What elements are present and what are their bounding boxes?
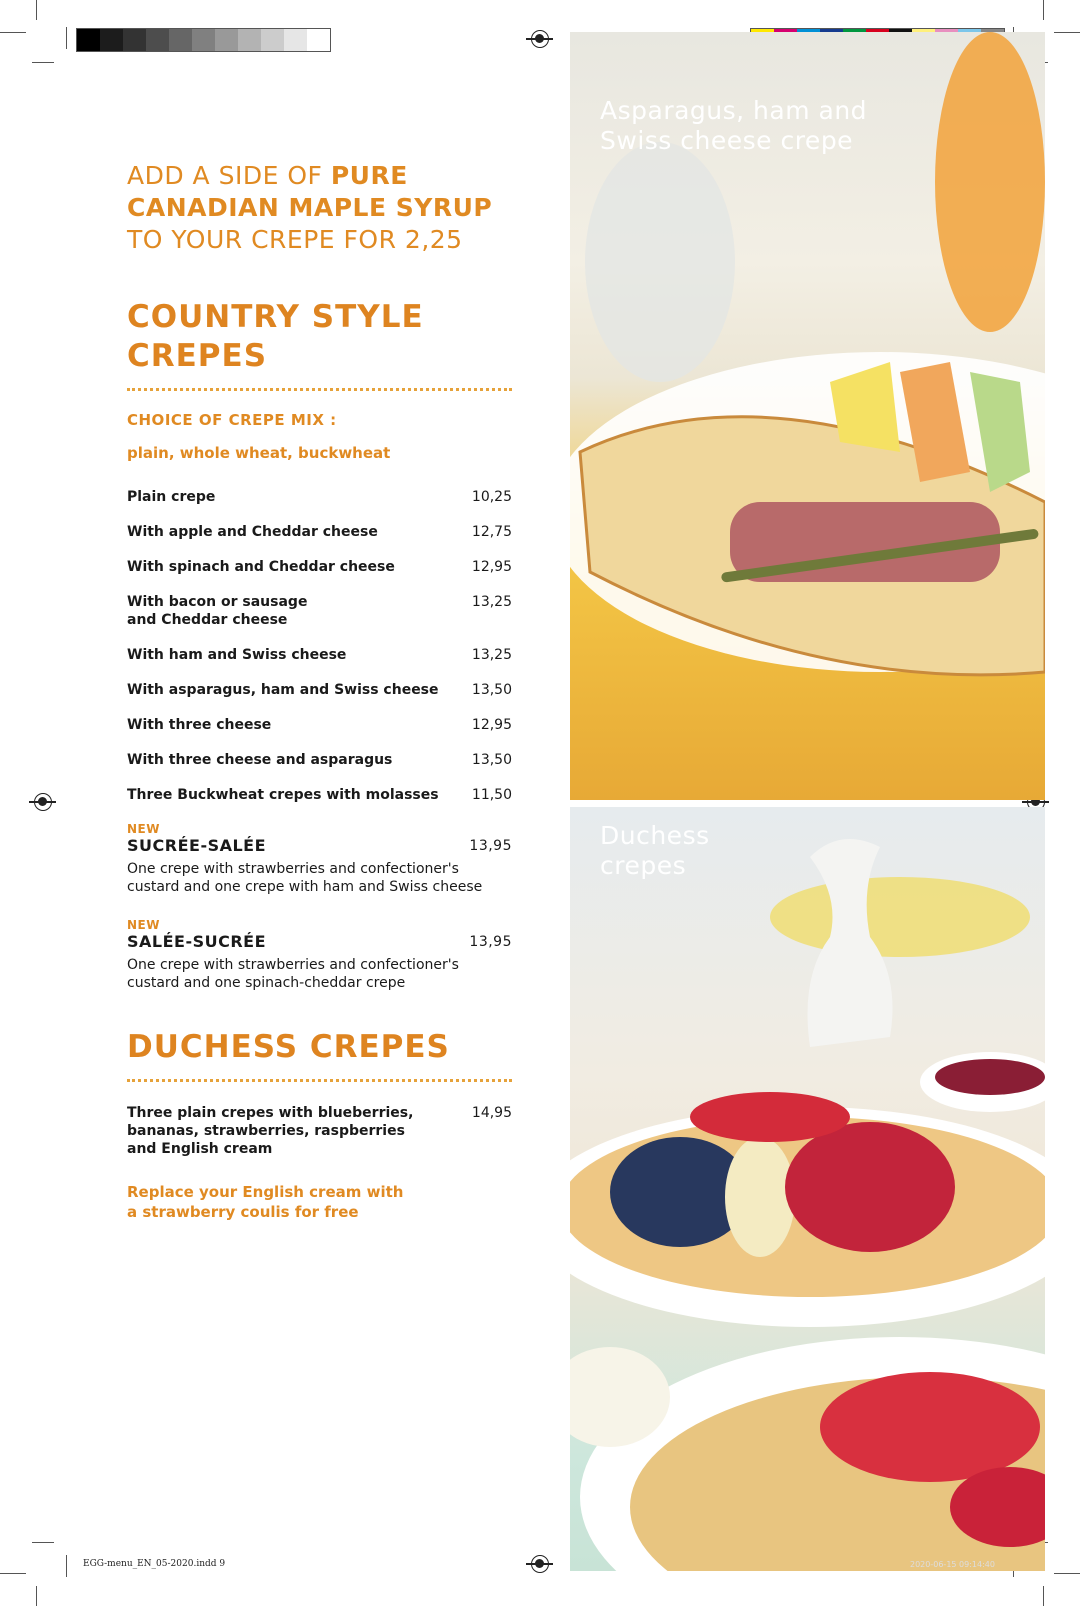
crop-mark: [66, 27, 67, 49]
maple-syrup-promo: [127, 160, 512, 256]
crop-mark: [66, 1555, 67, 1577]
crop-mark: [36, 0, 37, 20]
item-price: 12,95: [471, 559, 512, 575]
promo-light-text: TO YOUR CREPE FOR 2,25: [127, 225, 463, 254]
item-name: With three cheese: [127, 717, 272, 733]
item-price: 14,95: [471, 1105, 512, 1121]
special-description: One crepe with strawberries and confectioner's custard and one crepe with ham and Swiss cheese: [127, 861, 483, 895]
registration-mark-icon: [531, 30, 549, 48]
special-item-salee-sucree: [127, 918, 512, 992]
color-swatch: [192, 29, 215, 51]
menu-item: [127, 786, 512, 804]
menu-item: [127, 523, 512, 541]
menu-item: [127, 646, 512, 664]
special-item-sucree-salee: [127, 822, 512, 896]
color-swatch: [307, 29, 330, 51]
menu-item: [127, 716, 512, 734]
registration-mark-icon: [531, 1555, 549, 1573]
item-price: 12,95: [471, 717, 512, 733]
crop-mark: [0, 1573, 26, 1574]
crop-mark: [1043, 1586, 1044, 1606]
special-name: SALÉE-SUCRÉE: [127, 932, 267, 951]
item-price: 10,25: [471, 489, 512, 505]
color-swatch: [169, 29, 192, 51]
item-name: With bacon or sausage and Cheddar cheese: [127, 594, 308, 628]
item-price: 13,50: [471, 752, 512, 768]
color-swatch: [146, 29, 169, 51]
crop-mark: [0, 32, 26, 33]
item-name: Three Buckwheat crepes with molasses: [127, 787, 439, 803]
file-slug: EGG-menu_EN_05-2020.indd 9: [83, 1559, 226, 1569]
grayscale-color-bar: [76, 28, 331, 52]
photo-caption: Asparagus, ham and Swiss cheese crepe: [600, 96, 868, 155]
color-swatch: [284, 29, 307, 51]
promo-light-text: ADD A SIDE OF: [127, 161, 331, 190]
menu-item: [127, 488, 512, 506]
new-badge: NEW: [127, 822, 160, 836]
menu-item: [127, 593, 512, 629]
item-name: Three plain crepes with blueberries, bananas, strawberries, raspberries and English cream: [127, 1105, 414, 1157]
item-name: With asparagus, ham and Swiss cheese: [127, 682, 439, 698]
special-description: One crepe with strawberries and confectioner's custard and one spinach-cheddar crepe: [127, 957, 459, 991]
crop-mark: [32, 62, 54, 63]
item-name: With three cheese and asparagus: [127, 752, 393, 768]
coulis-note: Replace your English cream with a strawberry coulis for free: [127, 1183, 404, 1221]
item-price: 13,50: [471, 682, 512, 698]
menu-item: [127, 558, 512, 576]
crepe-item-list: [127, 488, 512, 804]
item-name: With apple and Cheddar cheese: [127, 524, 378, 540]
item-price: 13,95: [469, 934, 512, 950]
item-price: 13,95: [469, 838, 512, 854]
item-name: With spinach and Cheddar cheese: [127, 559, 395, 575]
registration-mark-icon: [34, 793, 52, 811]
menu-column: [127, 160, 512, 1222]
color-swatch: [77, 29, 100, 51]
duchess-crepes-title: DUCHESS CREPES: [127, 1029, 450, 1065]
promo-bold-text: CANADIAN MAPLE SYRUP: [127, 193, 493, 222]
crepe-mix-options: plain, whole wheat, buckwheat: [127, 444, 391, 462]
crop-mark: [1043, 0, 1044, 20]
color-swatch: [123, 29, 146, 51]
color-swatch: [100, 29, 123, 51]
print-date: 2020-06-15 09:14:40: [910, 1560, 995, 1569]
country-crepes-title: COUNTRY STYLE CREPES: [127, 299, 424, 374]
crepe-mix-label: CHOICE OF CREPE MIX :: [127, 411, 337, 429]
crop-mark: [36, 1586, 37, 1606]
special-name: SUCRÉE-SALÉE: [127, 836, 267, 855]
dotted-divider: [127, 1079, 512, 1082]
color-swatch: [215, 29, 238, 51]
photo-asparagus-crepe: [570, 32, 1045, 800]
duchess-plate-illustration: [570, 807, 1045, 1571]
dotted-divider: [127, 388, 512, 391]
color-swatch: [238, 29, 261, 51]
color-swatch: [261, 29, 284, 51]
item-price: 13,25: [471, 647, 512, 663]
menu-item: [127, 1104, 512, 1158]
crop-mark: [32, 1542, 54, 1543]
item-name: Plain crepe: [127, 489, 216, 505]
crop-mark: [1054, 32, 1080, 33]
crop-mark: [1054, 1573, 1080, 1574]
menu-item: [127, 681, 512, 699]
photo-caption: Duchess crepes: [600, 821, 710, 880]
photo-duchess-crepes: [570, 807, 1045, 1571]
menu-item: [127, 751, 512, 769]
promo-bold-text: PURE: [330, 161, 408, 190]
item-price: 13,25: [471, 594, 512, 610]
new-badge: NEW: [127, 918, 160, 932]
item-name: With ham and Swiss cheese: [127, 647, 347, 663]
item-price: 12,75: [471, 524, 512, 540]
item-price: 11,50: [471, 787, 512, 803]
